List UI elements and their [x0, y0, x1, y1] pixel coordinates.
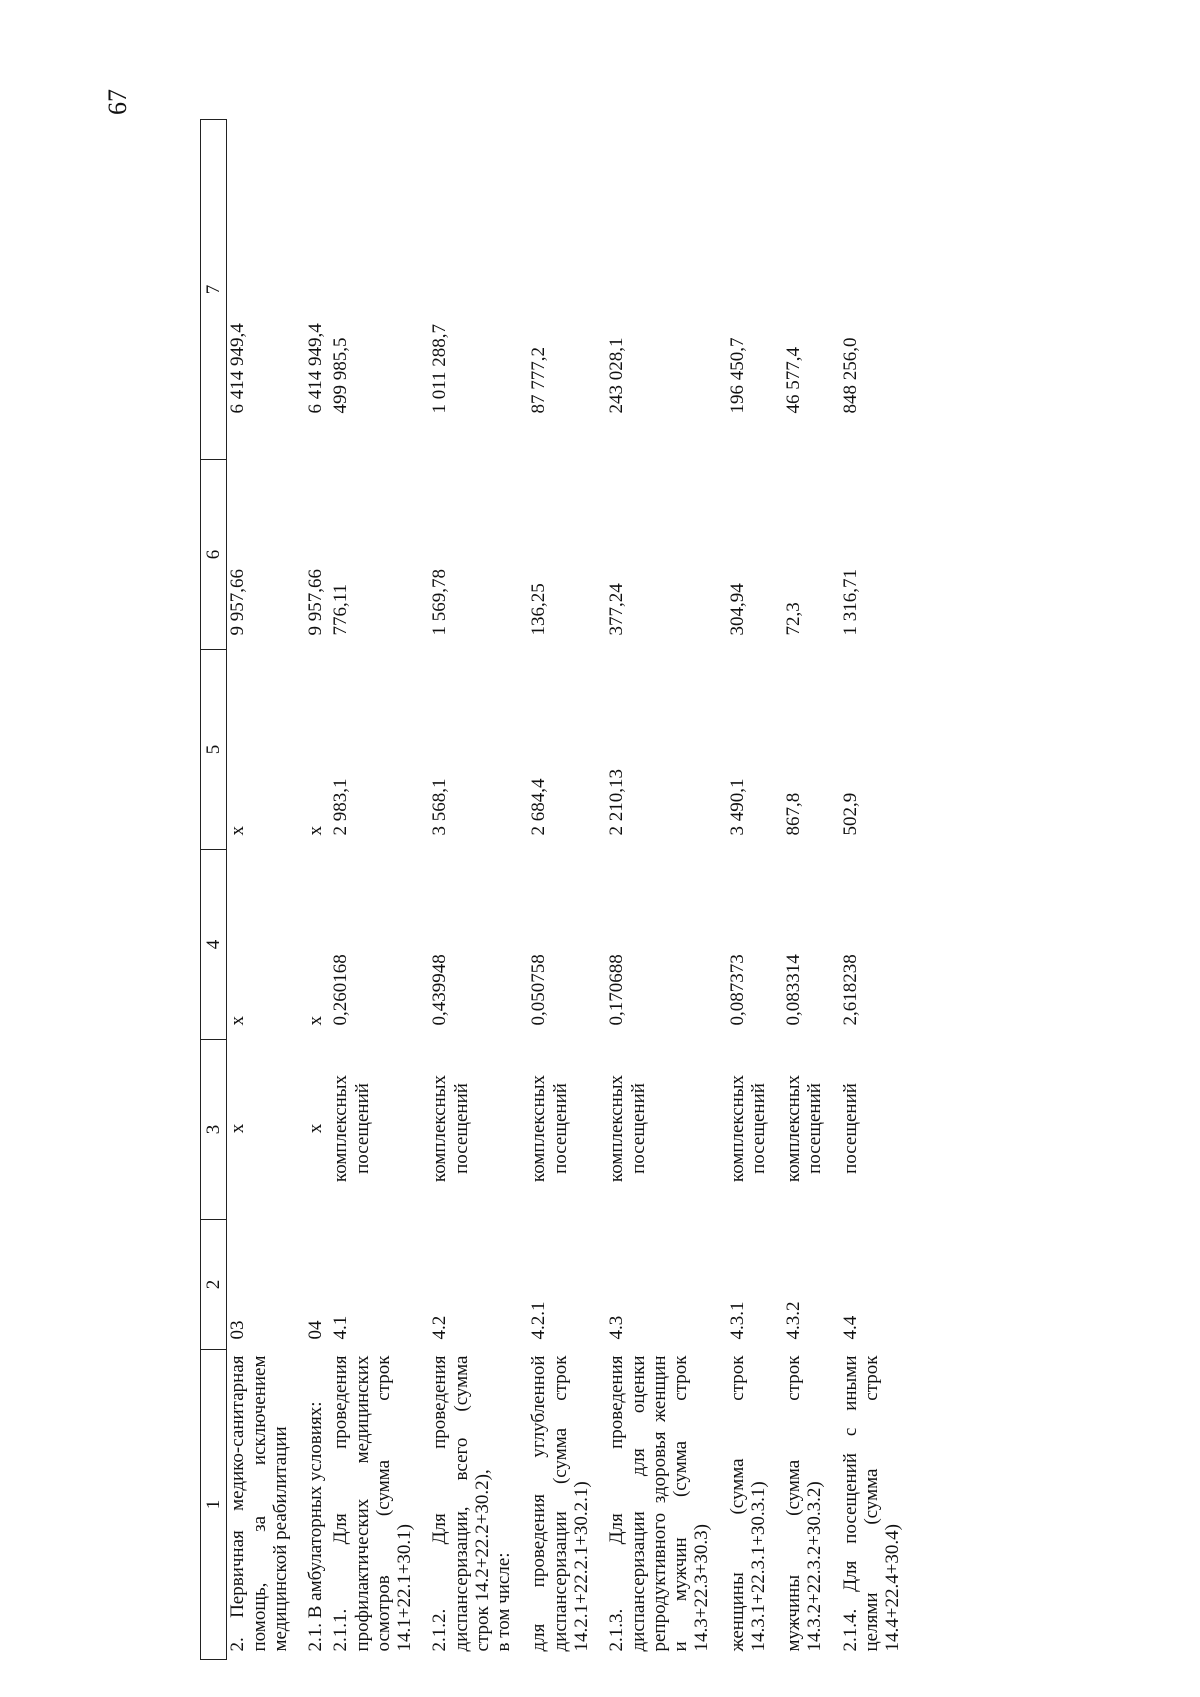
- column-header: 2: [201, 1220, 227, 1350]
- row-value-5: 502,9: [839, 792, 861, 836]
- row-value-4: 0,170688: [606, 954, 628, 1026]
- row-value-6: 776,11: [330, 583, 352, 636]
- row-value-5: x: [227, 826, 249, 836]
- row-value-5: 2 684,4: [528, 778, 550, 836]
- row-value-5: 3 568,1: [429, 778, 451, 836]
- row-value-7: 46 577,4: [783, 347, 805, 414]
- row-name: женщины (сумма строк 14.3.1+22.3.1+30.3.1): [726, 1355, 769, 1652]
- row-value-6: 9 957,66: [305, 569, 327, 636]
- row-name: 2. Первичная медико-санитарная помощь, за исключением медицинской реабилитации: [227, 1355, 291, 1652]
- row-name: 2.1.2. Для проведения диспансеризации, всего (сумма строк 14.2+22.2+30.2),: [429, 1355, 493, 1652]
- column-header: 4: [201, 850, 227, 1040]
- column-header: 6: [201, 460, 227, 650]
- row-code: 4.3: [606, 1315, 628, 1340]
- row-value-4: 0,083314: [783, 954, 805, 1026]
- row-value-4: 0,439948: [429, 954, 451, 1026]
- row-name-extra: в том числе:: [493, 1552, 515, 1652]
- row-value-7: 196 450,7: [726, 337, 748, 414]
- table-row: [330, 120, 429, 1660]
- row-value-7: 6 414 949,4: [305, 323, 327, 414]
- table-row: [783, 120, 840, 1660]
- row-code: 04: [305, 1320, 327, 1340]
- row-value-4: x: [305, 1016, 327, 1026]
- row-name: 2.1.3. Для проведения диспансеризации для оценки репродуктивного здоровья женщин и мужчин (сумма строк 14.3+22.3+30.3): [606, 1355, 713, 1652]
- row-value-7: 499 985,5: [330, 337, 352, 414]
- table-row: [429, 120, 528, 1660]
- row-name: 2.1.4. Для посещений с иными целями (сумма строк 14.4+22.4+30.4): [839, 1355, 904, 1652]
- row-value-4: x: [227, 1016, 249, 1026]
- row-code: 4.3.2: [783, 1301, 805, 1340]
- table-row: [727, 120, 784, 1660]
- row-unit: комплексных посещений: [330, 1074, 373, 1183]
- row-name: для проведения углубленной диспансеризации (сумма строк 14.2.1+22.2.1+30.2.1): [528, 1355, 592, 1652]
- row-value-6: 1 569,78: [429, 569, 451, 636]
- column-header: 7: [201, 120, 227, 460]
- row-value-4: 0,087373: [726, 954, 748, 1026]
- table-row: [528, 120, 606, 1660]
- row-code: 4.1: [330, 1315, 352, 1340]
- row-value-7: 6 414 949,4: [227, 323, 249, 414]
- row-name-cell: [429, 1350, 528, 1660]
- row-unit: x: [305, 1123, 327, 1134]
- row-name: 2.1.1. Для проведения профилактических медицинских осмотров (сумма строк 14.1+22.1+30.1): [330, 1355, 416, 1652]
- row-value-6: 136,25: [528, 583, 550, 636]
- row-value-5: 2 210,13: [606, 769, 628, 836]
- row-value-7: 243 028,1: [606, 337, 628, 414]
- row-value-4: 2,618238: [839, 954, 861, 1026]
- row-value-4: 0,050758: [528, 954, 550, 1026]
- row-name: мужчины (сумма строк 14.3.2+22.3.2+30.3.2): [783, 1355, 826, 1652]
- table-header-row: [201, 120, 227, 1660]
- row-value-5: x: [305, 826, 327, 836]
- row-value-6: 72,3: [783, 602, 805, 636]
- row-unit: x: [227, 1123, 249, 1134]
- data-table-container: [200, 120, 917, 1660]
- row-value-6: 304,94: [726, 583, 748, 636]
- row-value-5: 3 490,1: [726, 778, 748, 836]
- row-value-7: 1 011 288,7: [429, 323, 451, 414]
- row-code: 03: [227, 1320, 249, 1340]
- row-unit: комплексных посещений: [783, 1074, 826, 1183]
- row-code: 4.4: [839, 1315, 861, 1340]
- row-value-5: 2 983,1: [330, 778, 352, 836]
- row-value-6: 377,24: [606, 583, 628, 636]
- row-value-7: 87 777,2: [528, 347, 550, 414]
- row-code: 4.3.1: [726, 1301, 748, 1340]
- column-header: 3: [201, 1040, 227, 1220]
- row-unit: комплексных посещений: [606, 1074, 649, 1183]
- column-header: 1: [201, 1350, 227, 1660]
- row-unit: комплексных посещений: [429, 1074, 472, 1183]
- row-value-6: 1 316,71: [839, 569, 861, 636]
- table-row: [305, 120, 330, 1660]
- row-unit: комплексных посещений: [726, 1074, 769, 1183]
- row-code: 4.2.1: [528, 1301, 550, 1340]
- row-unit: комплексных посещений: [528, 1074, 571, 1183]
- table-row: [227, 120, 305, 1660]
- row-unit: посещений: [839, 1083, 861, 1174]
- row-value-4: 0,260168: [330, 954, 352, 1026]
- row-code: 4.2: [429, 1315, 451, 1340]
- table-row: [840, 120, 918, 1660]
- row-value-5: 867,8: [783, 792, 805, 836]
- row-name: 2.1. В амбулаторных условиях:: [305, 1401, 327, 1652]
- row-value-6: 9 957,66: [227, 569, 249, 636]
- row-value-7: 848 256,0: [839, 337, 861, 414]
- page-number: 67: [103, 89, 132, 115]
- data-table: [200, 119, 917, 1660]
- table-row: [606, 120, 726, 1660]
- column-header: 5: [201, 650, 227, 850]
